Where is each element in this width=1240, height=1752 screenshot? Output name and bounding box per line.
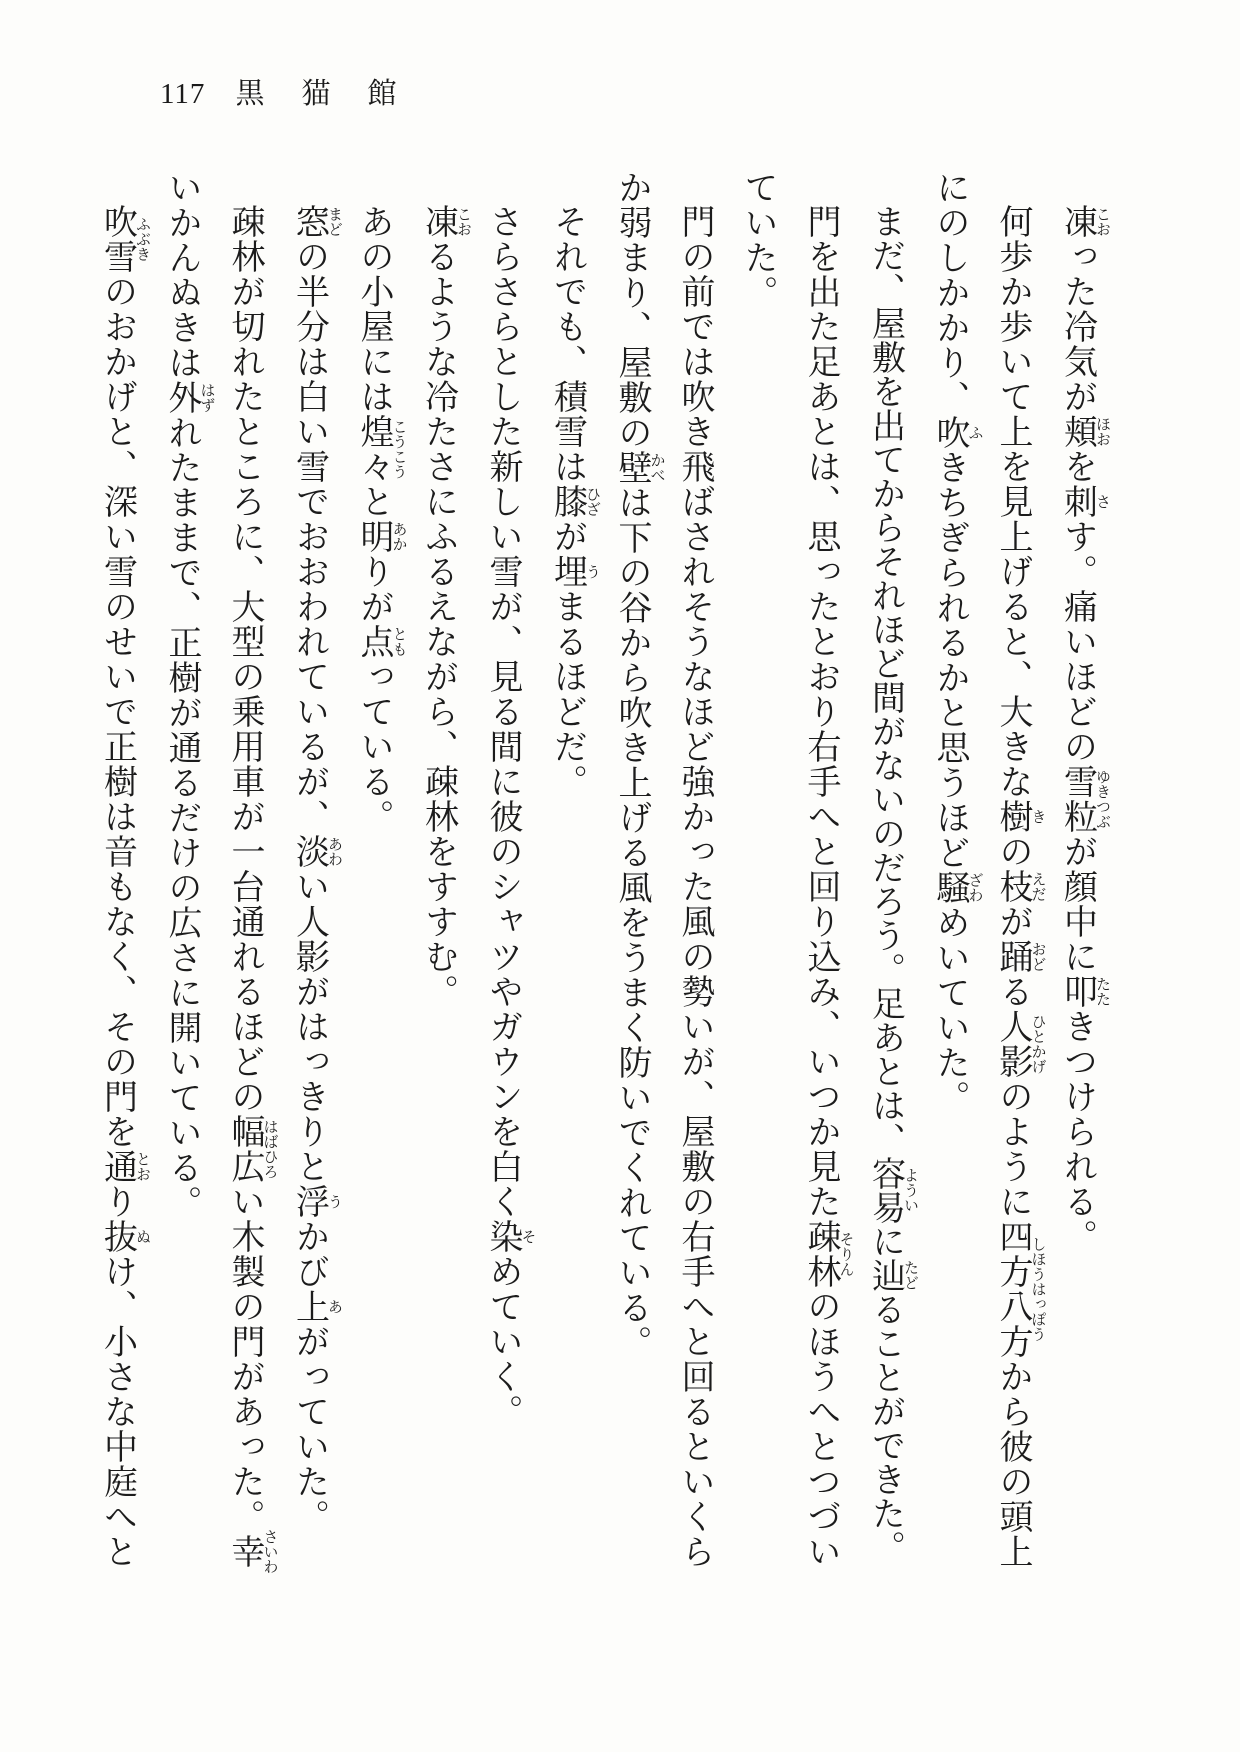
- ruby-annotated-word: 上あ: [290, 1289, 342, 1324]
- ruby-annotated-word: 雪粒ゆきつぶ: [1058, 764, 1110, 834]
- ruby-annotated-word: 吹雪ふぶき: [98, 204, 150, 274]
- furigana: こうこう: [390, 414, 407, 484]
- furigana: ほお: [1094, 414, 1110, 449]
- paragraph: 吹雪ふぶきのおかげと、深い雪のせいで正樹は音もなく、その門を通とおり抜ぬけ、小さな中庭へと: [98, 204, 150, 1569]
- furigana: あ: [326, 1289, 342, 1324]
- ruby-annotated-word: 通とお: [98, 1149, 150, 1184]
- paragraph: 凍こおるような冷たさにふるえながら、疎林をすすむ。: [419, 204, 471, 1009]
- furigana: さ: [1094, 484, 1110, 519]
- paragraph: 凍こおった冷気が頬ほおを刺さす。痛いほどの雪粒ゆきつぶが顔中に叩たたきつけられる。: [1058, 204, 1110, 1254]
- paragraph: 門の前では吹き飛ばされそうなほど強かった風の勢いが、屋敷の右手へと回るといくらか弱まり、屋敷の壁かべは下の谷から吹き上げる風をうまく防いでくれている。: [613, 170, 713, 1569]
- ruby-annotated-word: 浮う: [290, 1184, 342, 1219]
- ruby-annotated-word: 埋う: [548, 554, 600, 589]
- ruby-annotated-word: 外はず: [163, 380, 215, 415]
- furigana: こお: [455, 204, 471, 239]
- ruby-annotated-word: 点とも: [355, 624, 407, 659]
- furigana: おど: [1029, 939, 1046, 974]
- ruby-annotated-word: 凍こお: [419, 204, 471, 239]
- ruby-annotated-word: 枝えだ: [994, 869, 1046, 904]
- furigana: まど: [326, 204, 342, 239]
- ruby-annotated-word: 踊おど: [994, 939, 1046, 974]
- furigana: しほうはっぽう: [1029, 1219, 1046, 1359]
- paragraph: さらさらとした新しい雪が、見る間に彼のシャツやガウンを白く染そめていく。: [484, 204, 536, 1429]
- furigana: とも: [390, 624, 407, 659]
- paragraph: あの小屋には煌々こうこうと明あかりが点ともっている。: [355, 204, 407, 834]
- furigana: ざわ: [966, 870, 983, 905]
- ruby-annotated-word: 容易ようい: [866, 1156, 918, 1224]
- furigana: そ: [519, 1219, 536, 1254]
- ruby-annotated-word: 淡あわ: [290, 834, 342, 869]
- ruby-annotated-word: 凍こお: [1058, 204, 1110, 239]
- ruby-annotated-word: 膝ひざ: [548, 484, 600, 519]
- paragraph: まだ、屋敷を出てからそれほど間がないのだろう。足あとは、容易よういに辿たどることができた。: [866, 204, 918, 1564]
- page-number: 117: [160, 78, 206, 110]
- ruby-annotated-word: 疎林そりん: [802, 1219, 854, 1289]
- furigana: ゆきつぶ: [1094, 764, 1110, 834]
- ruby-annotated-word: 刺さ: [1058, 484, 1110, 519]
- furigana: はず: [198, 380, 215, 415]
- furigana: かべ: [648, 450, 665, 485]
- ruby-annotated-word: 壁かべ: [613, 450, 665, 485]
- ruby-annotated-word: 抜ぬ: [98, 1219, 150, 1254]
- ruby-annotated-word: 樹き: [994, 799, 1046, 834]
- furigana: とお: [134, 1149, 150, 1184]
- furigana: き: [1029, 799, 1046, 834]
- furigana: う: [584, 554, 600, 589]
- furigana: あか: [390, 519, 407, 554]
- ruby-annotated-word: 吹ふ: [931, 415, 983, 450]
- page-header: [160, 80, 400, 109]
- furigana: はばひろ: [261, 1114, 278, 1184]
- paragraph: それでも、積雪は膝ひざが埋うまるほどだ。: [548, 204, 600, 799]
- furigana: ようい: [902, 1156, 918, 1224]
- paragraph: 門を出た足あとは、思ったとおり右手へと回り込み、いつか見た疎林そりんのほうへとつづいていた。: [739, 170, 854, 1569]
- furigana: ひざ: [584, 484, 600, 519]
- running-title: 黒 猫 館: [235, 78, 401, 110]
- ruby-annotated-word: 辿たど: [866, 1258, 918, 1292]
- paragraph: 何歩か歩いて上を見上げると、大きな樹きの枝えだが踊おどる人影ひとかげのように四方八方しほうはっぽうから彼の頭上にのしかかり、吹ふきちぎられるかと思うほど騒ざわめいていた。: [931, 170, 1046, 1569]
- furigana: さいわ: [261, 1529, 278, 1574]
- ruby-annotated-word: 人影ひとかげ: [994, 1009, 1046, 1079]
- furigana: えだ: [1029, 869, 1046, 904]
- ruby-annotated-word: 幅広はばひろ: [226, 1114, 278, 1184]
- ruby-annotated-word: 頬ほお: [1058, 414, 1110, 449]
- ruby-annotated-word: 幸さいわ: [226, 1529, 278, 1574]
- furigana: う: [326, 1184, 342, 1219]
- furigana: ひとかげ: [1029, 1009, 1046, 1079]
- furigana: たた: [1094, 974, 1110, 1009]
- furigana: そりん: [837, 1219, 854, 1289]
- furigana: ぬ: [134, 1219, 150, 1254]
- furigana: こお: [1094, 204, 1110, 239]
- body-text: [86, 170, 1111, 1574]
- ruby-annotated-word: 明あか: [355, 519, 407, 554]
- ruby-annotated-word: 騒ざわ: [931, 870, 983, 905]
- ruby-annotated-word: 煌々こうこう: [355, 414, 407, 484]
- ruby-annotated-word: 窓まど: [290, 204, 342, 239]
- ruby-annotated-word: 染そ: [484, 1219, 536, 1254]
- furigana: ふぶき: [134, 204, 150, 274]
- ruby-annotated-word: 叩たた: [1058, 974, 1110, 1009]
- ruby-annotated-word: 四方八方しほうはっぽう: [994, 1219, 1046, 1359]
- furigana: たど: [902, 1258, 918, 1292]
- paragraph: 窓まどの半分は白い雪でおおわれているが、淡あわい人影がはっきりと浮うかび上あがっていた。: [290, 204, 342, 1534]
- furigana: ふ: [966, 415, 983, 450]
- paragraph: 疎林が切れたところに、大型の乗用車が一台通れるほどの幅広はばひろい木製の門があった。幸さいわいかんぬきは外はずれたままで、正樹が通るだけの広さに開いている。: [163, 170, 278, 1574]
- furigana: あわ: [326, 834, 342, 869]
